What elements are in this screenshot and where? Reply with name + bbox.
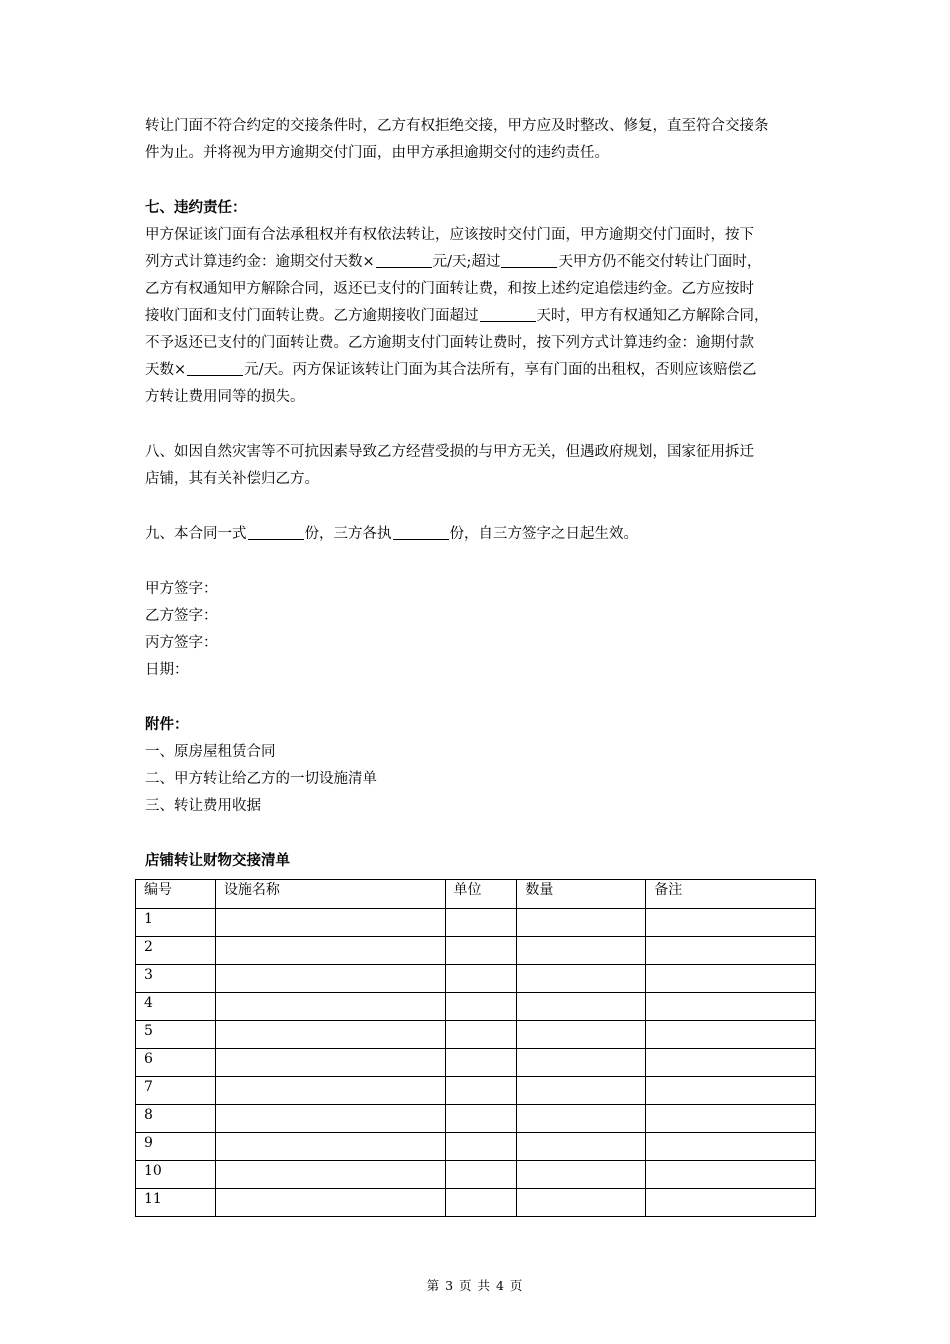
header-facility-name: 设施名称 <box>215 880 445 909</box>
table-row <box>136 1021 816 1049</box>
signature-date: 日期： <box>145 662 189 678</box>
cell[interactable] <box>445 1133 517 1161</box>
section-7-line-2-b: 元/天;超过 <box>432 254 501 270</box>
cell[interactable] <box>646 1161 816 1189</box>
cell[interactable] <box>646 937 816 965</box>
cell[interactable] <box>646 1189 816 1217</box>
cell[interactable] <box>517 1049 646 1077</box>
table-row <box>136 965 816 993</box>
cell[interactable] <box>215 1021 445 1049</box>
cell[interactable] <box>215 1161 445 1189</box>
cell[interactable] <box>517 937 646 965</box>
cell[interactable] <box>517 1105 646 1133</box>
signature-party-a: 甲方签字： <box>145 581 218 597</box>
section-7-line-3: 乙方有权通知甲方解除合同，返还已支付的门面转让费，和按上述约定追偿违约金。乙方应按时 <box>145 281 754 297</box>
row-number: 1 <box>136 909 216 937</box>
row-number: 3 <box>136 965 216 993</box>
cell[interactable] <box>445 1189 517 1217</box>
payment-penalty-blank <box>187 361 243 376</box>
table-row <box>136 1049 816 1077</box>
row-number: 5 <box>136 1021 216 1049</box>
cell[interactable] <box>445 1077 517 1105</box>
cell[interactable] <box>517 1189 646 1217</box>
cell[interactable] <box>445 937 517 965</box>
attachment-item: 三、转让费用收据 <box>145 798 261 814</box>
table-row <box>136 1189 816 1217</box>
section-9 <box>145 524 638 544</box>
table-row <box>136 1133 816 1161</box>
cell[interactable] <box>215 965 445 993</box>
section-7-line-4 <box>145 306 769 326</box>
cell[interactable] <box>445 1105 517 1133</box>
cell[interactable] <box>215 1133 445 1161</box>
section-7-line-2-c: 天甲方仍不能交付转让门面时， <box>558 254 762 270</box>
header-unit: 单位 <box>445 880 517 909</box>
section-7-line-2 <box>145 252 761 272</box>
table-header-row <box>136 880 816 909</box>
cell[interactable] <box>646 909 816 937</box>
copies-blank <box>248 525 304 540</box>
section-7-title: 七、违约责任： <box>145 200 247 216</box>
section-7-line-6-b: 元/天。丙方保证该转让门面为其合法所有，享有门面的出租权，否则应该赔偿乙 <box>244 362 757 378</box>
signature-party-c: 丙方签字： <box>145 635 218 651</box>
table-row <box>136 1077 816 1105</box>
cell[interactable] <box>517 909 646 937</box>
handover-table <box>135 879 816 1217</box>
table-row <box>136 1105 816 1133</box>
section-9-a: 九、本合同一式 <box>145 526 247 542</box>
cell[interactable] <box>215 1189 445 1217</box>
cell[interactable] <box>517 965 646 993</box>
cell[interactable] <box>517 993 646 1021</box>
handover-table-title: 店铺转让财物交接清单 <box>145 853 290 869</box>
section-7-line-4-a: 接收门面和支付门面转让费。乙方逾期接收门面超过 <box>145 308 479 324</box>
delivery-paragraph-line-1: 转让门面不符合约定的交接条件时，乙方有权拒绝交接，甲方应及时整改、修复，直至符合交接条 <box>145 118 769 134</box>
cell[interactable] <box>215 1077 445 1105</box>
cell[interactable] <box>215 909 445 937</box>
row-number: 9 <box>136 1133 216 1161</box>
section-9-b: 份，三方各执 <box>304 526 392 542</box>
section-8-line-2: 店铺，其有关补偿归乙方。 <box>145 471 319 487</box>
table-row <box>136 1161 816 1189</box>
row-number: 10 <box>136 1161 216 1189</box>
row-number: 11 <box>136 1189 216 1217</box>
cell[interactable] <box>445 909 517 937</box>
section-7-line-6 <box>145 360 757 380</box>
section-7-line-2-a: 列方式计算违约金：逾期交付天数× <box>145 254 375 270</box>
cell[interactable] <box>215 937 445 965</box>
cell[interactable] <box>646 1133 816 1161</box>
section-7-line-7: 方转让费用同等的损失。 <box>145 389 305 405</box>
cell[interactable] <box>646 1105 816 1133</box>
receive-overdue-days-blank <box>480 307 536 322</box>
cell[interactable] <box>646 965 816 993</box>
cell[interactable] <box>445 965 517 993</box>
attachments-title: 附件： <box>145 717 189 733</box>
cell[interactable] <box>517 1133 646 1161</box>
section-7-line-6-a: 天数× <box>145 362 187 378</box>
cell[interactable] <box>646 1049 816 1077</box>
cell[interactable] <box>517 1021 646 1049</box>
cell[interactable] <box>646 993 816 1021</box>
row-number: 2 <box>136 937 216 965</box>
row-number: 6 <box>136 1049 216 1077</box>
row-number: 7 <box>136 1077 216 1105</box>
page-footer: 第 3 页 共 4 页 <box>426 1278 524 1293</box>
row-number: 4 <box>136 993 216 1021</box>
table-row <box>136 937 816 965</box>
section-9-c: 份，自三方签字之日起生效。 <box>449 526 638 542</box>
overdue-days-blank <box>501 253 557 268</box>
signature-party-b: 乙方签字： <box>145 608 218 624</box>
table-row <box>136 993 816 1021</box>
section-7-line-4-b: 天时，甲方有权通知乙方解除合同， <box>536 308 769 324</box>
attachment-item: 二、甲方转让给乙方的一切设施清单 <box>145 771 377 787</box>
section-7-line-5: 不予返还已支付的门面转让费。乙方逾期支付门面转让费时，按下列方式计算违约金：逾期付款 <box>145 335 754 351</box>
cell[interactable] <box>646 1021 816 1049</box>
cell[interactable] <box>215 993 445 1021</box>
each-holds-blank <box>393 525 449 540</box>
table-row <box>136 909 816 937</box>
cell[interactable] <box>445 1021 517 1049</box>
cell[interactable] <box>445 1161 517 1189</box>
delivery-paragraph-line-2: 件为止。并将视为甲方逾期交付门面，由甲方承担逾期交付的违约责任。 <box>145 145 609 161</box>
section-7-line-1: 甲方保证该门面有合法承租权并有权依法转让，应该按时交付门面，甲方逾期交付门面时，按下 <box>145 227 754 243</box>
cell[interactable] <box>646 1077 816 1105</box>
header-quantity: 数量 <box>517 880 646 909</box>
attachment-item: 一、原房屋租赁合同 <box>145 744 276 760</box>
penalty-rate-blank <box>376 253 432 268</box>
header-remarks: 备注 <box>646 880 816 909</box>
cell[interactable] <box>215 1105 445 1133</box>
header-number: 编号 <box>136 880 216 909</box>
cell[interactable] <box>517 1161 646 1189</box>
cell[interactable] <box>445 1049 517 1077</box>
row-number: 8 <box>136 1105 216 1133</box>
cell[interactable] <box>215 1049 445 1077</box>
cell[interactable] <box>445 993 517 1021</box>
cell[interactable] <box>517 1077 646 1105</box>
section-8-line-1: 八、如因自然灾害等不可抗因素导致乙方经营受损的与甲方无关，但遇政府规划，国家征用拆迁 <box>145 444 754 460</box>
